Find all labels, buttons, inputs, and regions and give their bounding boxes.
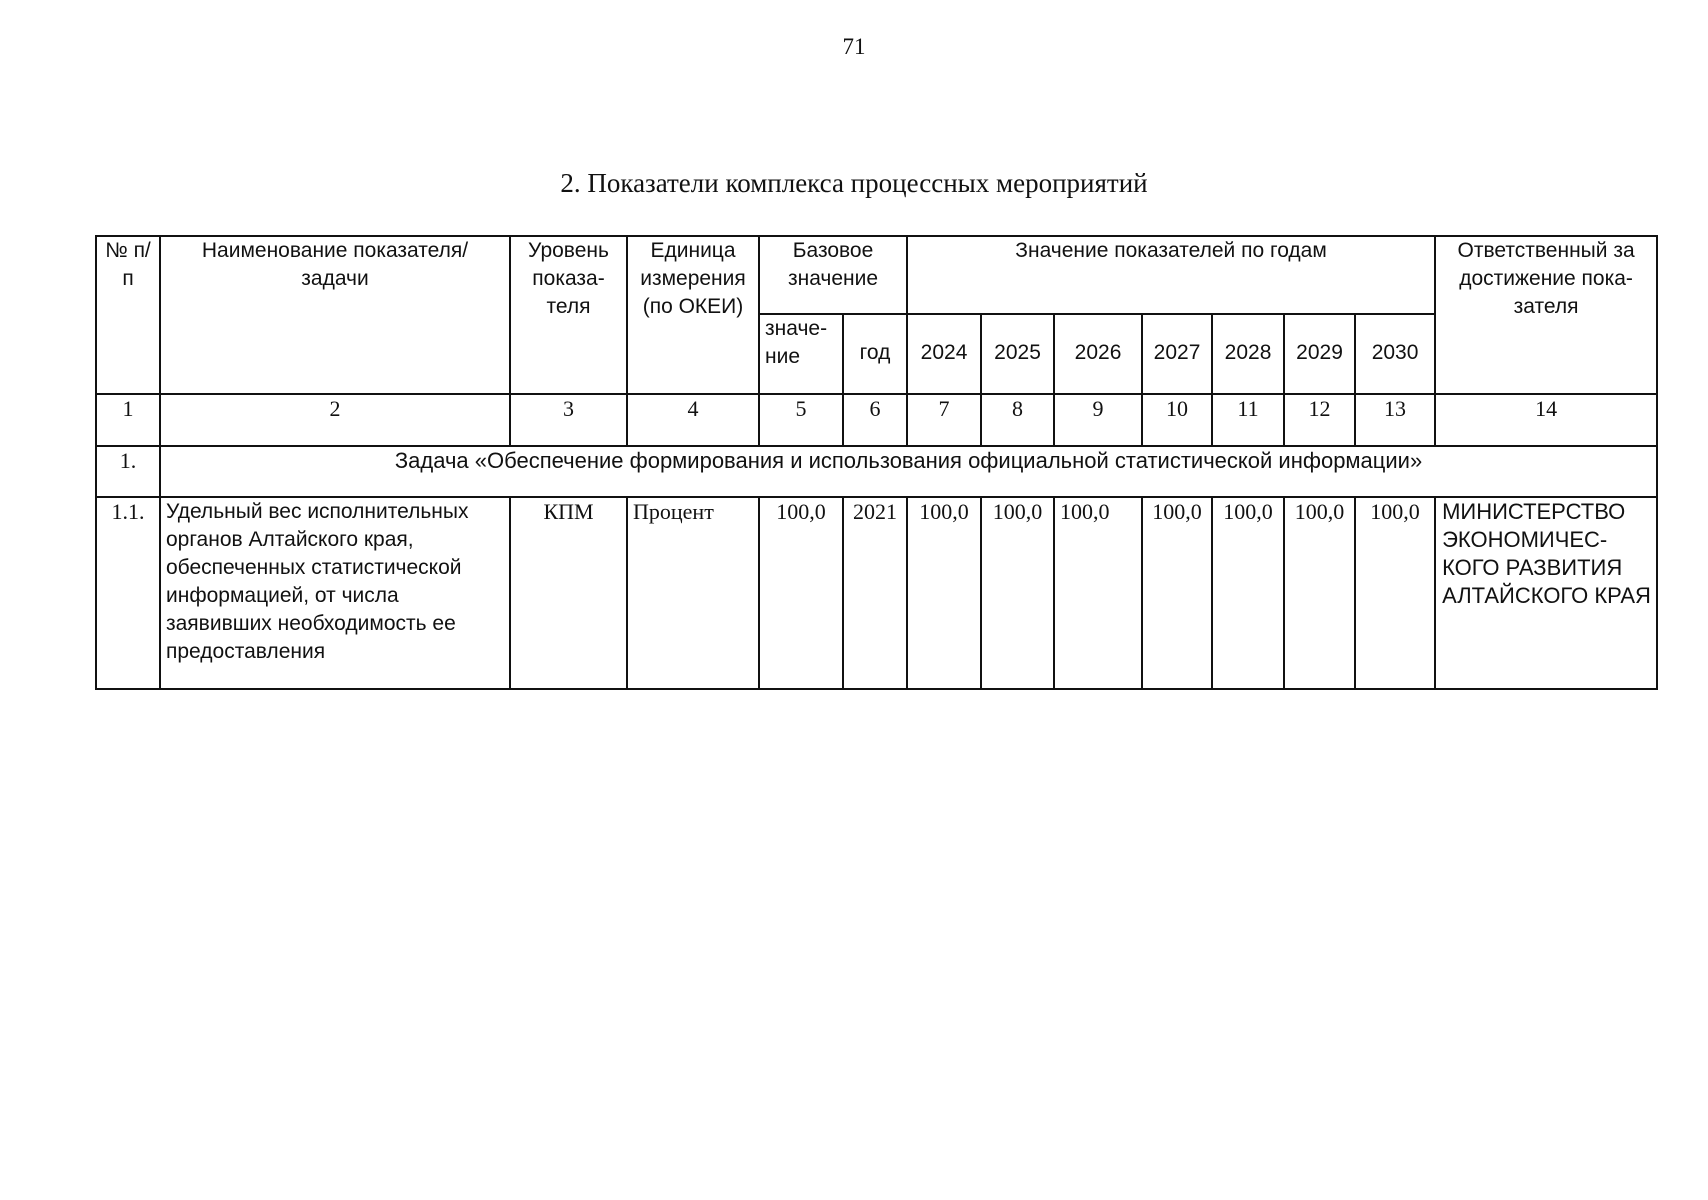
base-year: 2021 bbox=[843, 497, 907, 689]
column-number: 5 bbox=[759, 394, 843, 446]
year-value: 100,0 bbox=[1355, 497, 1435, 689]
header-years: Значение показателей по годам bbox=[907, 236, 1435, 314]
header-base-value-sub: значе-ние bbox=[759, 314, 843, 394]
indicator-level: КПМ bbox=[510, 497, 627, 689]
year-value: 100,0 bbox=[1142, 497, 1212, 689]
column-number: 6 bbox=[843, 394, 907, 446]
header-year: 2027 bbox=[1142, 314, 1212, 394]
header-year: 2026 bbox=[1054, 314, 1142, 394]
column-number: 13 bbox=[1355, 394, 1435, 446]
header-responsible: Ответственный за достижение пока-зателя bbox=[1435, 236, 1657, 394]
year-value: 100,0 bbox=[1054, 497, 1142, 689]
header-base-value: Базовое значение bbox=[759, 236, 907, 314]
year-value: 100,0 bbox=[1212, 497, 1284, 689]
year-value: 100,0 bbox=[1284, 497, 1355, 689]
table-row bbox=[96, 497, 1657, 689]
header-unit: Единица измерения (по ОКЕИ) bbox=[627, 236, 759, 394]
document-title: 2. Показатели комплекса процессных мероприятий bbox=[560, 168, 1148, 198]
header-base-year-sub: год bbox=[843, 314, 907, 394]
indicators-table bbox=[95, 235, 1658, 690]
header-year: 2028 bbox=[1212, 314, 1284, 394]
column-number: 1 bbox=[96, 394, 160, 446]
header-number: № п/п bbox=[96, 236, 160, 394]
header-level: Уровень показа-теля bbox=[510, 236, 627, 394]
column-number: 7 bbox=[907, 394, 981, 446]
column-number: 10 bbox=[1142, 394, 1212, 446]
task-number: 1. bbox=[96, 446, 160, 497]
column-numbers-row bbox=[96, 394, 1657, 446]
column-number: 3 bbox=[510, 394, 627, 446]
column-number: 2 bbox=[160, 394, 510, 446]
header-year: 2025 bbox=[981, 314, 1054, 394]
page-number: 71 bbox=[842, 34, 866, 59]
header-year: 2024 bbox=[907, 314, 981, 394]
column-number: 12 bbox=[1284, 394, 1355, 446]
column-number: 4 bbox=[627, 394, 759, 446]
header-row bbox=[96, 236, 1657, 314]
header-name: Наименование показателя/ задачи bbox=[160, 236, 510, 394]
column-number: 8 bbox=[981, 394, 1054, 446]
year-value: 100,0 bbox=[981, 497, 1054, 689]
row-number: 1.1. bbox=[96, 497, 160, 689]
column-number: 11 bbox=[1212, 394, 1284, 446]
responsible: МИНИСТЕРСТВО ЭКОНОМИЧЕС-КОГО РАЗВИТИЯ АЛТАЙСКОГО КРАЯ bbox=[1435, 497, 1657, 689]
header-year: 2030 bbox=[1355, 314, 1435, 394]
indicator-name: Удельный вес исполнительных органов Алтайского края, обеспеченных статистической информацией, от числа заявивших необходимость ее предоставления bbox=[160, 497, 510, 689]
task-row bbox=[96, 446, 1657, 497]
column-number: 14 bbox=[1435, 394, 1657, 446]
header-year: 2029 bbox=[1284, 314, 1355, 394]
column-number: 9 bbox=[1054, 394, 1142, 446]
task-title: Задача «Обеспечение формирования и использования официальной статистической информации» bbox=[160, 446, 1657, 497]
year-value: 100,0 bbox=[907, 497, 981, 689]
base-value: 100,0 bbox=[759, 497, 843, 689]
indicator-unit: Процент bbox=[627, 497, 759, 689]
